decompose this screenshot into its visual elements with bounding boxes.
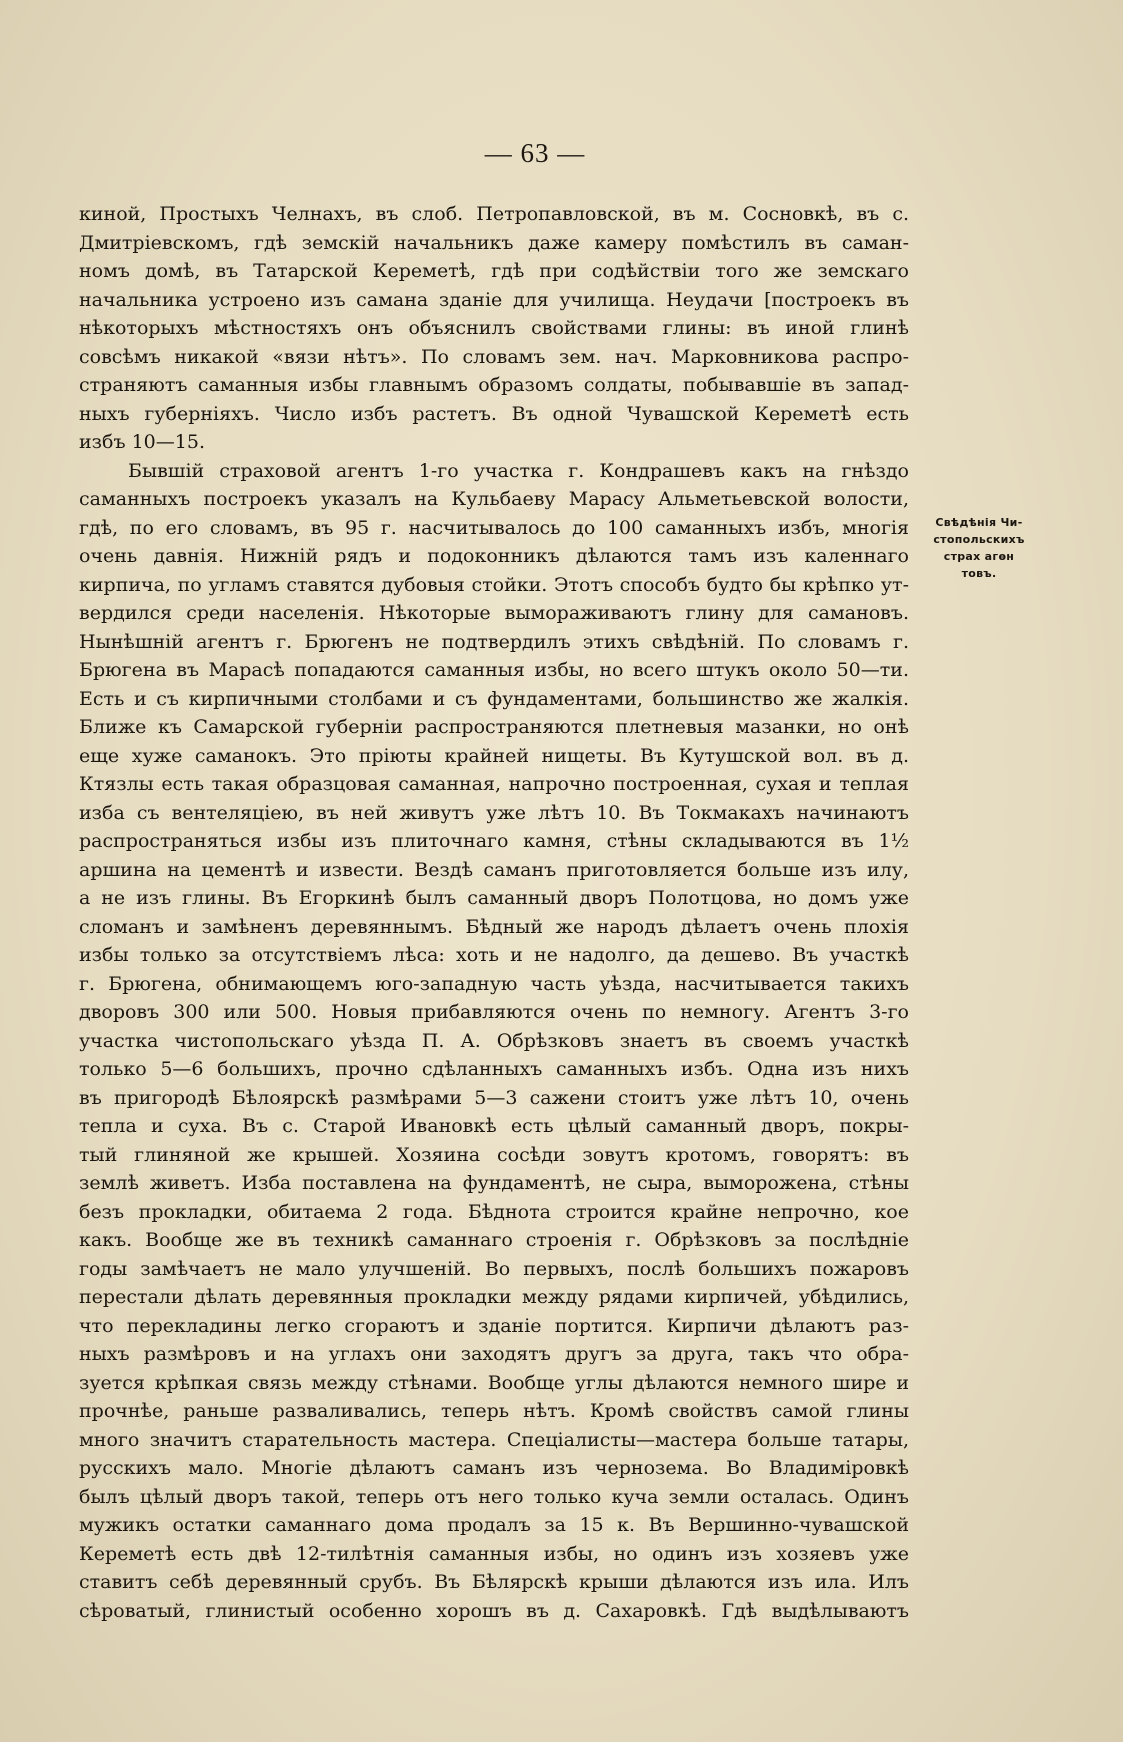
text-line: Ктязлы есть такая образцовая саманная, напрочно построенная, сухая и теплая [79, 773, 909, 795]
page-number: — 63 — [484, 138, 586, 168]
margin-note-line: Свѣдѣнія Чи- [935, 516, 1023, 529]
text-line: прочнѣе, раньше разваливались, теперь нѣтъ. Кромѣ свойствъ самой глины [79, 1400, 909, 1422]
text-line: сѣроватый, глинистый особенно хорошъ въ д. Сахаровкѣ. Гдѣ выдѣлываютъ [79, 1599, 909, 1622]
text-line: участка чистопольскаго уѣзда П. А. Обрѣзковъ знаетъ въ своемъ участкѣ [79, 1029, 909, 1052]
text-line: г. Брюгена, обнимающемъ юго-западную часть уѣзда, насчитывается такихъ [79, 972, 909, 995]
text-line: Брюгена въ Марасѣ попадаются саманныя избы, но всего штукъ около 50—ти. [79, 659, 909, 681]
text-line: въ пригородѣ Бѣлоярскѣ размѣрами 5—3 сажени стоитъ уже лѣтъ 10, очень [79, 1086, 909, 1109]
margin-note-line: товъ. [961, 567, 997, 580]
text-line: ныхъ губерніяхъ. Число избъ растетъ. Въ одной Чувашской Кереметѣ есть [79, 402, 909, 425]
text-line: номъ домѣ, въ Татарской Кереметѣ, гдѣ при содѣйствіи того же земскаго [79, 260, 909, 282]
text-line: какъ. Вообще же въ техникѣ саманнаго строенія г. Обрѣзковъ за послѣдніе [79, 1229, 909, 1251]
text-line: совсѣмъ никакой «вязи нѣтъ». По словамъ зем. нач. Марковникова распро- [79, 345, 909, 368]
text-line: мужикъ остатки саманнаго дома продалъ за 15 к. Въ Вершинно-чувашской [79, 1514, 909, 1536]
text-line: Ближе къ Самарской губерніи распространяются плетневыя мазанки, но онѣ [79, 716, 909, 738]
text-line: зуется крѣпкая связь между стѣнами. Вообще углы дѣлаются немного шире и [79, 1371, 909, 1394]
margin-note [918, 514, 1040, 582]
text-line: только 5—6 большихъ, прочно сдѣланныхъ саманныхъ избъ. Одна изъ нихъ [79, 1058, 909, 1080]
text-line: сломанъ и замѣненъ деревяннымъ. Бѣдный же народъ дѣлаетъ очень плохія [79, 915, 909, 938]
text-line: русскихъ мало. Многіе дѣлаютъ саманъ изъ чернозема. Во Владиміровкѣ [79, 1457, 909, 1479]
text-line: а не изъ глины. Въ Егоркинѣ былъ саманный дворъ Полотцова, но домъ уже [79, 887, 909, 909]
text-line: Бывшій страховой агентъ 1-го участка г. Кондрашевъ какъ на гнѣздо [128, 459, 909, 482]
text-line: избъ 10—15. [79, 431, 205, 453]
body-text [79, 200, 909, 1625]
text-line: ныхъ размѣровъ и на углахъ они заходятъ другъ за друга, такъ что обра- [79, 1343, 909, 1365]
text-line: дворовъ 300 или 500. Новыя прибавляются очень по немногу. Агентъ 3-го [79, 1001, 909, 1023]
text-line: вердился среди населенія. Нѣкоторые вымораживаютъ глину для самановъ. [79, 602, 909, 624]
text-line: нѣкоторыхъ мѣстностяхъ онъ объяснилъ свойствами глины: въ иной глинѣ [79, 317, 909, 339]
text-line: аршина на цементѣ и извести. Вездѣ саманъ приготовляется больше изъ илу, [79, 858, 909, 881]
margin-note-line: стопольскихъ [933, 533, 1025, 546]
text-line: ставитъ себѣ деревянный срубъ. Въ Бѣлярскѣ крыши дѣлаются изъ ила. Илъ [79, 1571, 909, 1593]
text-line: киной, Простыхъ Челнахъ, въ слоб. Петропавловской, въ м. Сосновкѣ, въ с. [79, 203, 909, 225]
text-line: страняютъ саманныя избы главнымъ образомъ солдаты, побывавшіе въ запад- [79, 374, 909, 396]
text-line: очень давнія. Нижній рядъ и подоконникъ дѣлаются тамъ изъ каленнаго [79, 545, 909, 567]
text-line: перестали дѣлать деревянныя прокладки между рядами кирпичей, убѣдились, [79, 1286, 909, 1308]
text-line: былъ цѣлый дворъ такой, теперь отъ него только куча земли осталась. Одинъ [79, 1485, 909, 1508]
text-line: землѣ живетъ. Изба поставлена на фундаментѣ, не сыра, выморожена, стѣны [79, 1172, 909, 1194]
text-line: гдѣ, по его словамъ, въ 95 г. насчитывалось до 100 саманныхъ избъ, многія [79, 516, 909, 539]
text-line: кирпича, по угламъ ставятся дубовыя стойки. Этотъ способъ будто бы крѣпко ут- [79, 573, 909, 596]
text-line: тепла и суха. Въ с. Старой Ивановкѣ есть цѣлый саманный дворъ, покры- [79, 1115, 909, 1137]
text-line: еще хуже саманокъ. Это пріюты крайней нищеты. Въ Кутушской вол. въ д. [79, 744, 909, 767]
text-line: изба съ вентеляціею, въ ней живутъ уже лѣтъ 10. Въ Токмакахъ начинаютъ [79, 801, 909, 824]
text-line: что перекладины легко сгораютъ и зданіе портится. Кирпичи дѣлаютъ раз- [79, 1314, 909, 1337]
text-line: тый глиняной же крышей. Хозяина сосѣди зовутъ кротомъ, говорятъ: въ [79, 1143, 909, 1166]
text-line: безъ прокладки, обитаема 2 года. Бѣднота строится крайне непрочно, кое [79, 1200, 909, 1223]
text-line: начальника устроено изъ самана зданіе для училища. Неудачи [построекъ въ [79, 288, 909, 311]
text-line: саманныхъ построекъ указалъ на Кульбаеву Марасу Альметьевской волости, [79, 488, 909, 510]
text-line: много значитъ старательность мастера. Спеціалисты—мастера больше татары, [79, 1428, 909, 1451]
text-line: Нынѣшній агентъ г. Брюгенъ не подтвердилъ этихъ свѣдѣній. По словамъ г. [79, 630, 909, 653]
text-line: распространяться избы изъ плиточнаго камня, стѣны складываются въ 1½ [79, 830, 909, 852]
text-line: Кереметѣ есть двѣ 12-тилѣтнія саманныя избы, но одинъ изъ хозяевъ уже [79, 1542, 909, 1565]
text-line: Дмитріевскомъ, гдѣ земскій начальникъ даже камеру помѣстилъ въ саман- [79, 231, 909, 254]
text-line: избы только за отсутствіемъ лѣса: хоть и не надолго, да дешево. Въ участкѣ [79, 944, 909, 966]
text-line: Есть и съ кирпичными столбами и съ фундаментами, большинство же жалкія. [79, 687, 909, 710]
text-line: годы замѣчаетъ не мало улучшеній. Во первыхъ, послѣ большихъ пожаровъ [79, 1257, 909, 1280]
margin-note-line: страх агѳн [943, 550, 1015, 563]
